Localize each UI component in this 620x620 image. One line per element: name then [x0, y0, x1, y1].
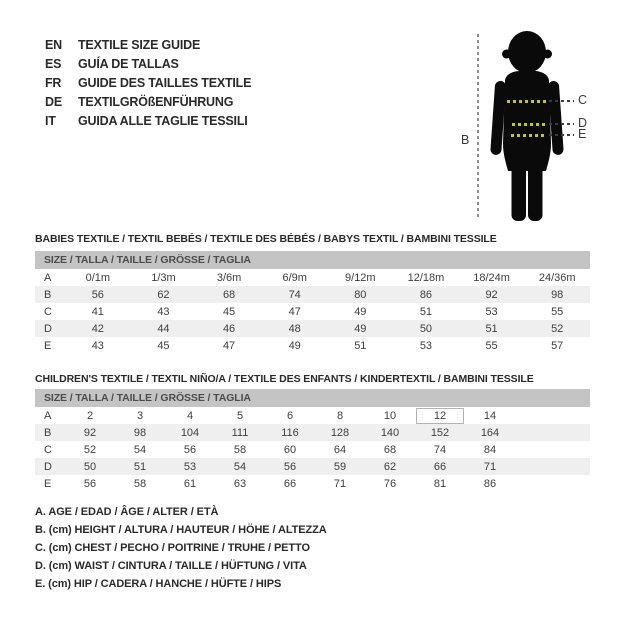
hip-label: E — [578, 127, 587, 141]
row-letter: A — [44, 409, 52, 422]
table-cell: 76 — [383, 477, 397, 490]
lang-code: DE — [45, 95, 62, 109]
table-cell: 152 — [430, 426, 450, 439]
table-cell: 51 — [133, 460, 147, 473]
table-cell: 52 — [83, 443, 97, 456]
row-letter: C — [44, 305, 52, 318]
table-cell: 51 — [354, 339, 367, 352]
legend-height: B. (cm) HEIGHT / ALTURA / HAUTEUR / HÖHE / ALTEZZA — [35, 524, 327, 536]
measurement-figure — [450, 12, 620, 227]
row-letter: B — [44, 288, 52, 301]
table-cell: 74 — [288, 288, 301, 301]
table-cell: 53 — [485, 305, 498, 318]
table-row — [35, 407, 590, 424]
table-cell: 116 — [281, 426, 299, 439]
height-measure-line — [477, 34, 479, 219]
table-cell: 18/24m — [473, 271, 510, 284]
table-cell: 41 — [91, 305, 104, 318]
table-cell: 62 — [383, 460, 397, 473]
table-cell: 92 — [83, 426, 97, 439]
table-cell: 12/18m — [407, 271, 445, 284]
table-cell: 58 — [233, 443, 247, 456]
table-cell: 56 — [283, 460, 297, 473]
table-cell: 53 — [419, 339, 433, 352]
table-cell: 66 — [433, 460, 447, 473]
lang-line-fr — [45, 74, 251, 93]
lang-code: FR — [45, 76, 62, 90]
table-cell: 53 — [183, 460, 197, 473]
table-row — [35, 424, 590, 441]
table-cell: 92 — [485, 288, 498, 301]
table-cell: 49 — [288, 339, 301, 352]
size-header-bar: SIZE / TALLA / TAILLE / GRÖSSE / TAGLIA — [35, 251, 590, 269]
lang-line-en — [45, 36, 251, 55]
table-row — [35, 458, 590, 475]
table-row — [35, 269, 590, 286]
table-cell: 6/9m — [282, 271, 307, 284]
legend-hip: E. (cm) HIP / CADERA / HANCHE / HÜFTE / HIPS — [35, 578, 282, 590]
table-cell: 56 — [83, 477, 97, 490]
lang-line-it — [45, 112, 251, 131]
height-label: B — [461, 133, 470, 147]
lang-title: GUIDA ALLE TAGLIE TESSILI — [78, 114, 248, 128]
table-cell: 98 — [551, 288, 564, 301]
chest-guide-line — [549, 100, 574, 102]
table-cell: 140 — [380, 426, 400, 439]
table-cell: 44 — [157, 322, 170, 335]
table-cell: 164 — [480, 426, 500, 439]
table-cell: 47 — [222, 339, 236, 352]
table-cell: 63 — [233, 477, 247, 490]
lang-code: EN — [45, 38, 62, 52]
table-cell: 66 — [283, 477, 297, 490]
table-cell: 57 — [551, 339, 564, 352]
table-cell: 5 — [236, 409, 244, 422]
table-cell: 74 — [433, 443, 447, 456]
children-table-body — [35, 407, 590, 492]
table-cell: 98 — [133, 426, 147, 439]
table-cell: 55 — [551, 305, 564, 318]
table-cell: 56 — [183, 443, 197, 456]
waist-guide-line — [549, 123, 574, 125]
table-cell: 54 — [233, 460, 247, 473]
table-cell: 56 — [91, 288, 104, 301]
row-letter: D — [44, 460, 52, 473]
table-cell: 51 — [485, 322, 498, 335]
table-cell: 50 — [83, 460, 97, 473]
babies-section-title: BABIES TEXTILE / TEXTIL BEBÉS / TEXTILE DES BÉBÉS / BABYS TEXTIL / BAMBINI TESSILE — [35, 233, 497, 245]
table-cell: 64 — [333, 443, 347, 456]
table-cell: 1/3m — [151, 271, 176, 284]
chest-label: C — [578, 93, 588, 107]
legend-age: A. AGE / EDAD / ÂGE / ALTER / ETÀ — [35, 506, 219, 518]
table-row — [35, 441, 590, 458]
table-cell: 4 — [186, 409, 194, 422]
highlighted-size: 12 — [416, 408, 464, 424]
table-cell: 81 — [433, 477, 447, 490]
lang-title: TEXTILGRÖßENFÜHRUNG — [78, 95, 234, 109]
table-cell: 58 — [133, 477, 147, 490]
language-title-block — [45, 36, 251, 131]
table-cell: 8 — [336, 409, 344, 422]
table-cell — [415, 408, 465, 424]
table-cell: 46 — [222, 322, 236, 335]
table-cell: 111 — [231, 426, 249, 439]
table-row — [35, 286, 590, 303]
table-cell: 42 — [91, 322, 104, 335]
hip-measure-line — [511, 134, 547, 137]
row-letter: D — [44, 322, 52, 335]
table-cell: 49 — [354, 322, 367, 335]
waist-label: D — [578, 116, 588, 130]
row-letter: C — [44, 443, 52, 456]
table-cell: 9/12m — [345, 271, 376, 284]
table-cell: 51 — [419, 305, 433, 318]
table-cell: 128 — [330, 426, 350, 439]
row-letter: E — [44, 477, 52, 490]
chest-measure-line — [507, 100, 547, 103]
lang-title: TEXTILE SIZE GUIDE — [78, 38, 201, 52]
table-cell: 50 — [419, 322, 433, 335]
table-cell: 43 — [91, 339, 104, 352]
lang-line-es — [45, 55, 251, 74]
table-cell: 84 — [483, 443, 497, 456]
table-cell: 86 — [419, 288, 433, 301]
children-size-table — [35, 389, 590, 492]
table-row — [35, 320, 590, 337]
table-cell: 60 — [283, 443, 297, 456]
babies-size-table — [35, 251, 590, 354]
table-cell: 3/6m — [216, 271, 242, 284]
table-cell: 62 — [157, 288, 170, 301]
measurement-legend — [35, 503, 327, 593]
legend-chest: C. (cm) CHEST / PECHO / POITRINE / TRUHE / PETTO — [35, 542, 310, 554]
table-cell: 48 — [288, 322, 301, 335]
table-cell: 24/36m — [538, 271, 576, 284]
table-cell: 68 — [222, 288, 236, 301]
table-row — [35, 337, 590, 354]
table-cell: 71 — [483, 460, 497, 473]
table-cell: 2 — [86, 409, 94, 422]
row-letter: E — [44, 339, 52, 352]
table-cell: 80 — [354, 288, 367, 301]
row-letter: A — [44, 271, 52, 284]
hip-guide-line — [549, 134, 574, 136]
waist-measure-line — [512, 123, 546, 126]
table-cell: 59 — [333, 460, 347, 473]
lang-code: ES — [45, 57, 62, 71]
table-cell: 43 — [157, 305, 170, 318]
lang-line-de — [45, 93, 251, 112]
table-row — [35, 303, 590, 320]
size-header-bar: SIZE / TALLA / TAILLE / GRÖSSE / TAGLIA — [35, 389, 590, 407]
babies-table-body — [35, 269, 590, 354]
table-cell: 45 — [222, 305, 236, 318]
table-cell: 0/1m — [85, 271, 111, 284]
legend-waist: D. (cm) WAIST / CINTURA / TAILLE / HÜFTUNG / VITA — [35, 560, 307, 572]
lang-code: IT — [45, 114, 56, 128]
table-cell: 14 — [483, 409, 497, 422]
table-cell: 55 — [485, 339, 498, 352]
table-cell: 68 — [383, 443, 397, 456]
table-cell: 71 — [333, 477, 347, 490]
lang-title: GUÍA DE TALLAS — [78, 57, 179, 71]
table-cell: 10 — [383, 409, 397, 422]
row-letter: B — [44, 426, 52, 439]
table-cell: 6 — [286, 409, 294, 422]
table-cell: 49 — [354, 305, 367, 318]
table-row — [35, 475, 590, 492]
table-cell: 54 — [133, 443, 147, 456]
table-cell: 45 — [157, 339, 170, 352]
table-cell: 104 — [180, 426, 200, 439]
table-cell: 61 — [183, 477, 197, 490]
lang-title: GUIDE DES TAILLES TEXTILE — [78, 76, 252, 90]
table-cell: 3 — [136, 409, 144, 422]
table-cell: 52 — [551, 322, 564, 335]
table-cell: 47 — [288, 305, 301, 318]
table-cell: 86 — [483, 477, 497, 490]
children-section-title: CHILDREN'S TEXTILE / TEXTIL NIÑO/A / TEXTILE DES ENFANTS / KINDERTEXTIL / BAMBINI TESSILE — [35, 373, 534, 385]
